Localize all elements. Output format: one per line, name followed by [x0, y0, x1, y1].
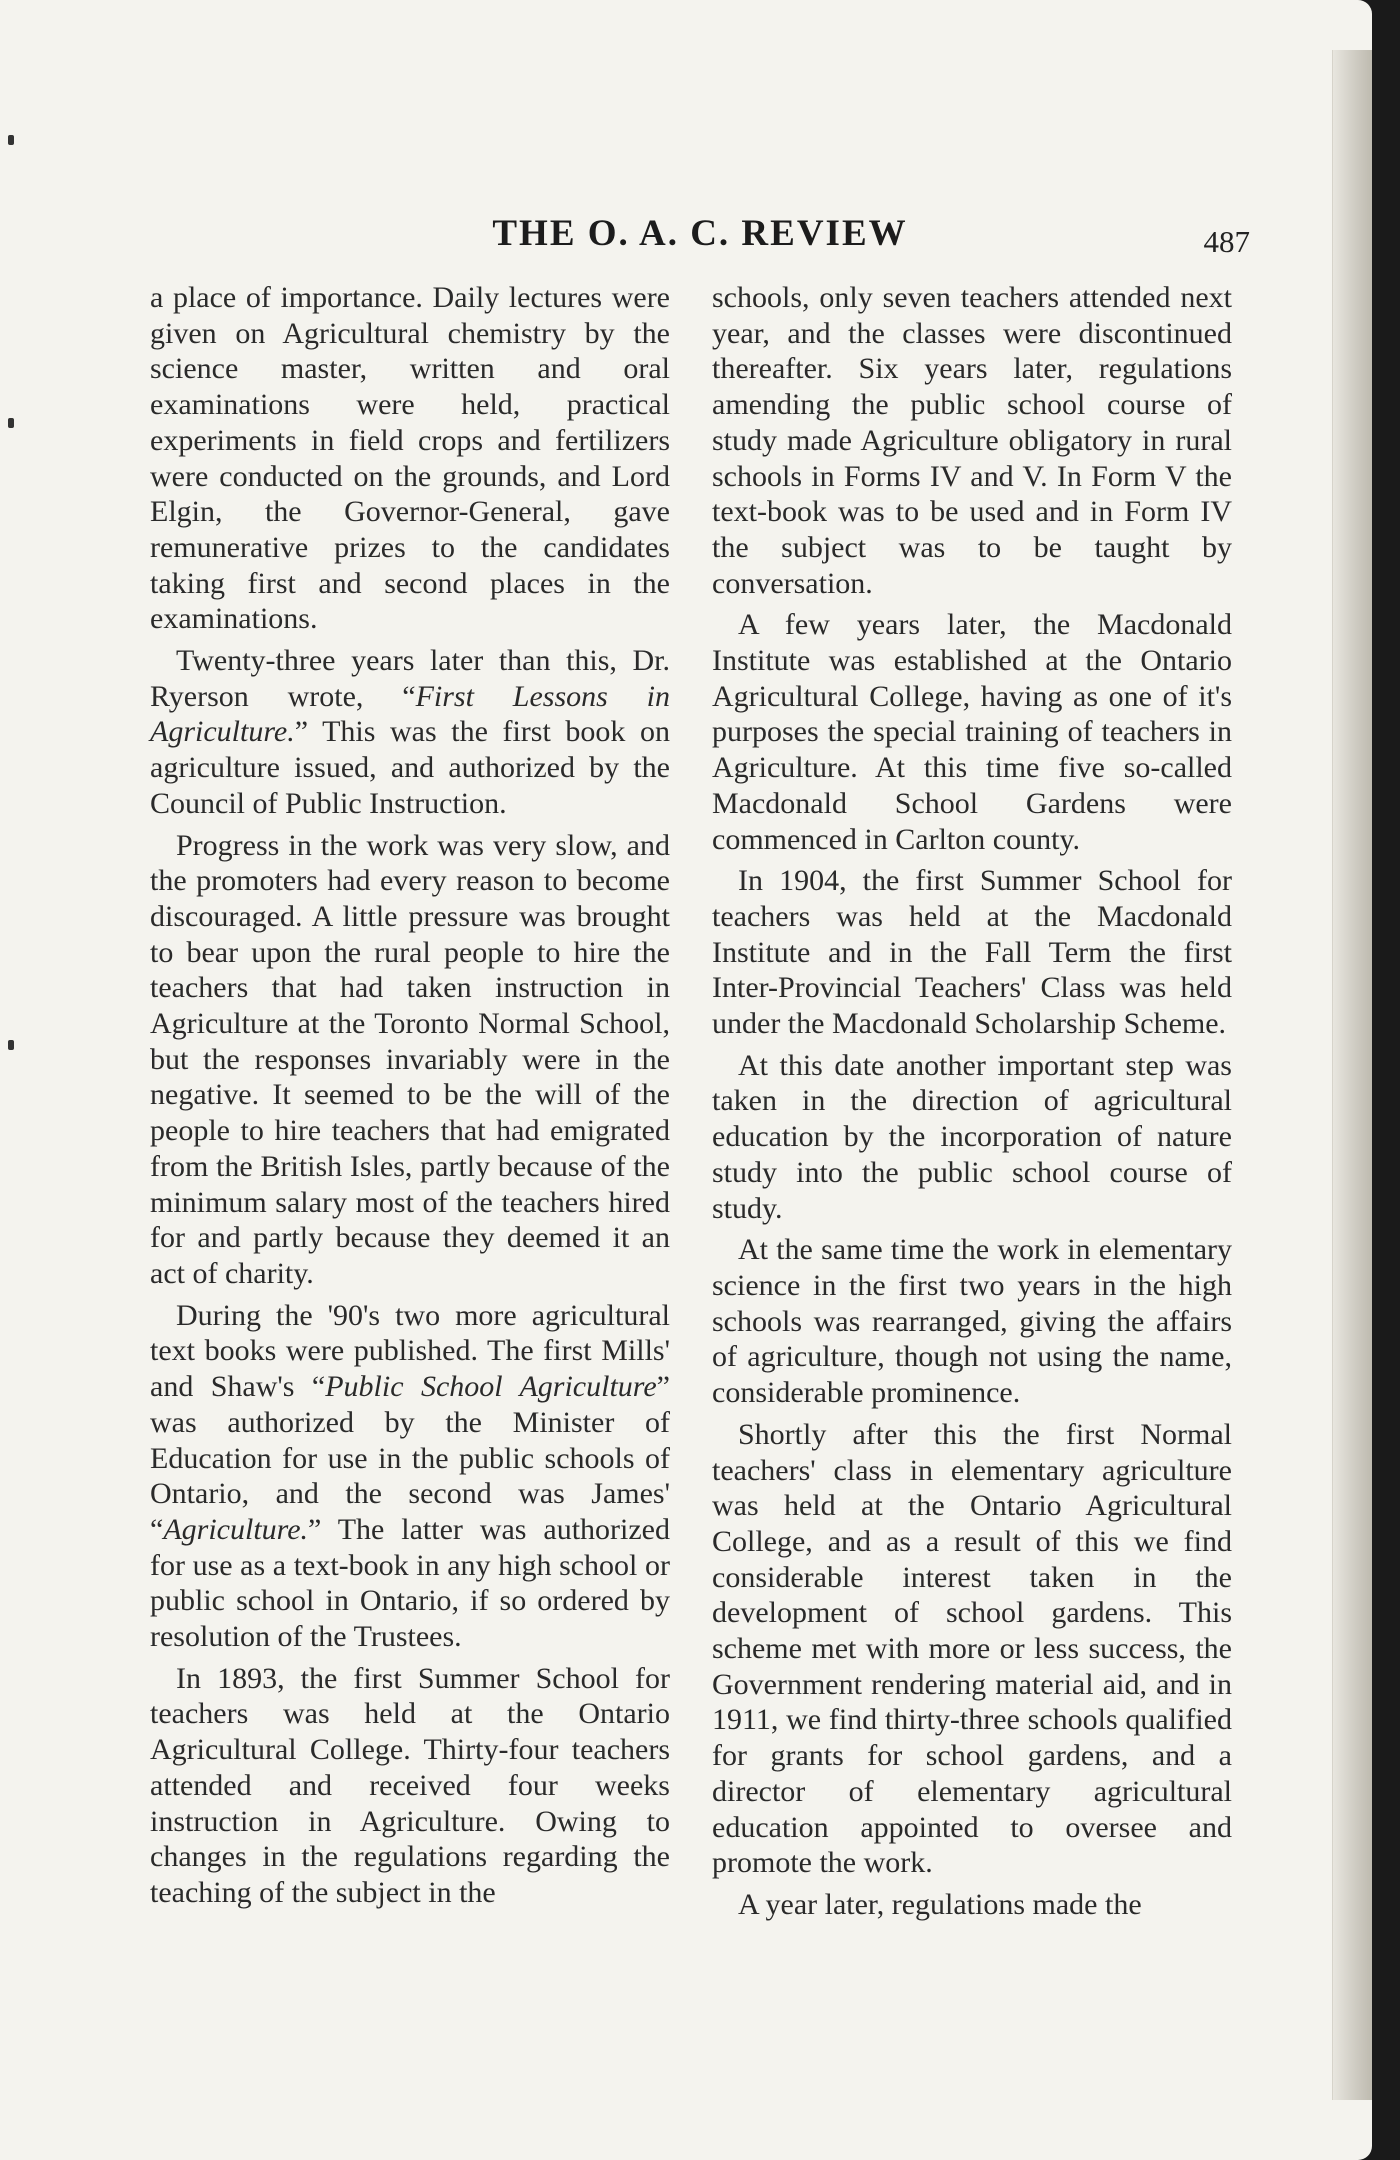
book-title: First Lessons in Agriculture. [150, 679, 670, 749]
margin-mark [8, 418, 14, 428]
text-run: ” The latter was authorized for use as a text-book in any high school or public school in Ontario, if so ordered by resolution of the Trustees. [150, 1512, 670, 1654]
page-edge [1332, 50, 1372, 2100]
running-title: THE O. A. C. REVIEW [492, 213, 908, 254]
text-run: During the '90's two more agricultural text books were published. The first Mills' and Shaw's “ [150, 1298, 670, 1404]
page-number: 487 [1203, 224, 1250, 259]
paragraph [150, 643, 670, 822]
paragraph: a place of importance. Daily lectures were given on Agricultural chemistry by the science master, written and oral examinations were held, practical experiments in field crops and fertilizers were conducted on the grounds, and Lord Elgin, the Governor-General, gave remunerative prizes to the candidates taking first and second places in the examinations. [150, 281, 670, 636]
paragraph: At this date another important step was taken in the direction of agricultural education by the incorporation of nature study into the public school course of study. [712, 1048, 1232, 1225]
text-run: ” This was the first book on agriculture issued, and authorized by the Council of Public Instruction. [150, 715, 670, 820]
book-title: Agriculture. [163, 1512, 309, 1546]
margin-mark [8, 1040, 14, 1050]
text-run: ” was authorized by the Minister of Education for use in the public schools of Ontario, and the second was James' “ [150, 1370, 670, 1546]
paragraph: Shortly after this the first Normal teachers' class in elementary agriculture was held at the Ontario Agricultural College, and as a result of this we find considerable interest taken in the development of school gardens. This scheme met with more or less success, the Government rendering material aid, and in 1911, we find thirty-three schools qualified for grants for school gardens, and a director of elementary agricultural education appointed to oversee and promote the work. [712, 1417, 1232, 1880]
page-header [150, 212, 1250, 262]
paragraph: In 1893, the first Summer School for teachers was held at the Ontario Agricultural College. Thirty-four teachers attended and received four weeks instruction in Agriculture. Owing to changes in the regulations regarding the teaching of the subject in the [150, 1661, 670, 1909]
text-run: Twenty-three years later than this, Dr. Ryerson wrote, “ [150, 644, 670, 713]
paragraph: A year later, regulations made the [738, 1887, 1142, 1921]
margin-mark [8, 135, 14, 145]
paragraph: A few years later, the Macdonald Institute was established at the Ontario Agricultural College, having as one of it's purposes the special training of teachers in Agriculture. At this time five so-called Macdonald School Gardens were commenced in Carlton county. [712, 608, 1232, 856]
paragraph: In 1904, the first Summer School for teachers was held at the Macdonald Institute and in the Fall Term the first Inter-Provincial Teachers' Class was held under the Macdonald Scholarship Scheme. [712, 864, 1232, 1041]
paragraph: Progress in the work was very slow, and the promoters had every reason to become discouraged. A little pressure was brought to bear upon the rural people to hire the teachers that had taken instruction in Agriculture at the Toronto Normal School, but the responses invariably were in the negative. It seemed to be the will of the people to hire teachers that had emigrated from the British Isles, partly because of the minimum salary most of the teachers hired for and partly because they deemed it an act of charity. [150, 828, 670, 1290]
paragraph [150, 1298, 670, 1655]
paragraph: schools, only seven teachers attended next year, and the classes were discontinued thereafter. Six years later, regulations amending the public school course of study made Agriculture obligatory in rural schools in Forms IV and V. In Form V the text-book was to be used and in Form IV the subject was to be taught by conversation. [712, 281, 1232, 600]
book-title: Public School Agriculture [325, 1370, 657, 1404]
left-column [150, 280, 670, 1917]
right-column [712, 280, 1232, 1929]
paragraph: At the same time the work in elementary science in the first two years in the high schools was rearranged, giving the affairs of agriculture, though not using the name, considerable prominence. [712, 1233, 1232, 1410]
